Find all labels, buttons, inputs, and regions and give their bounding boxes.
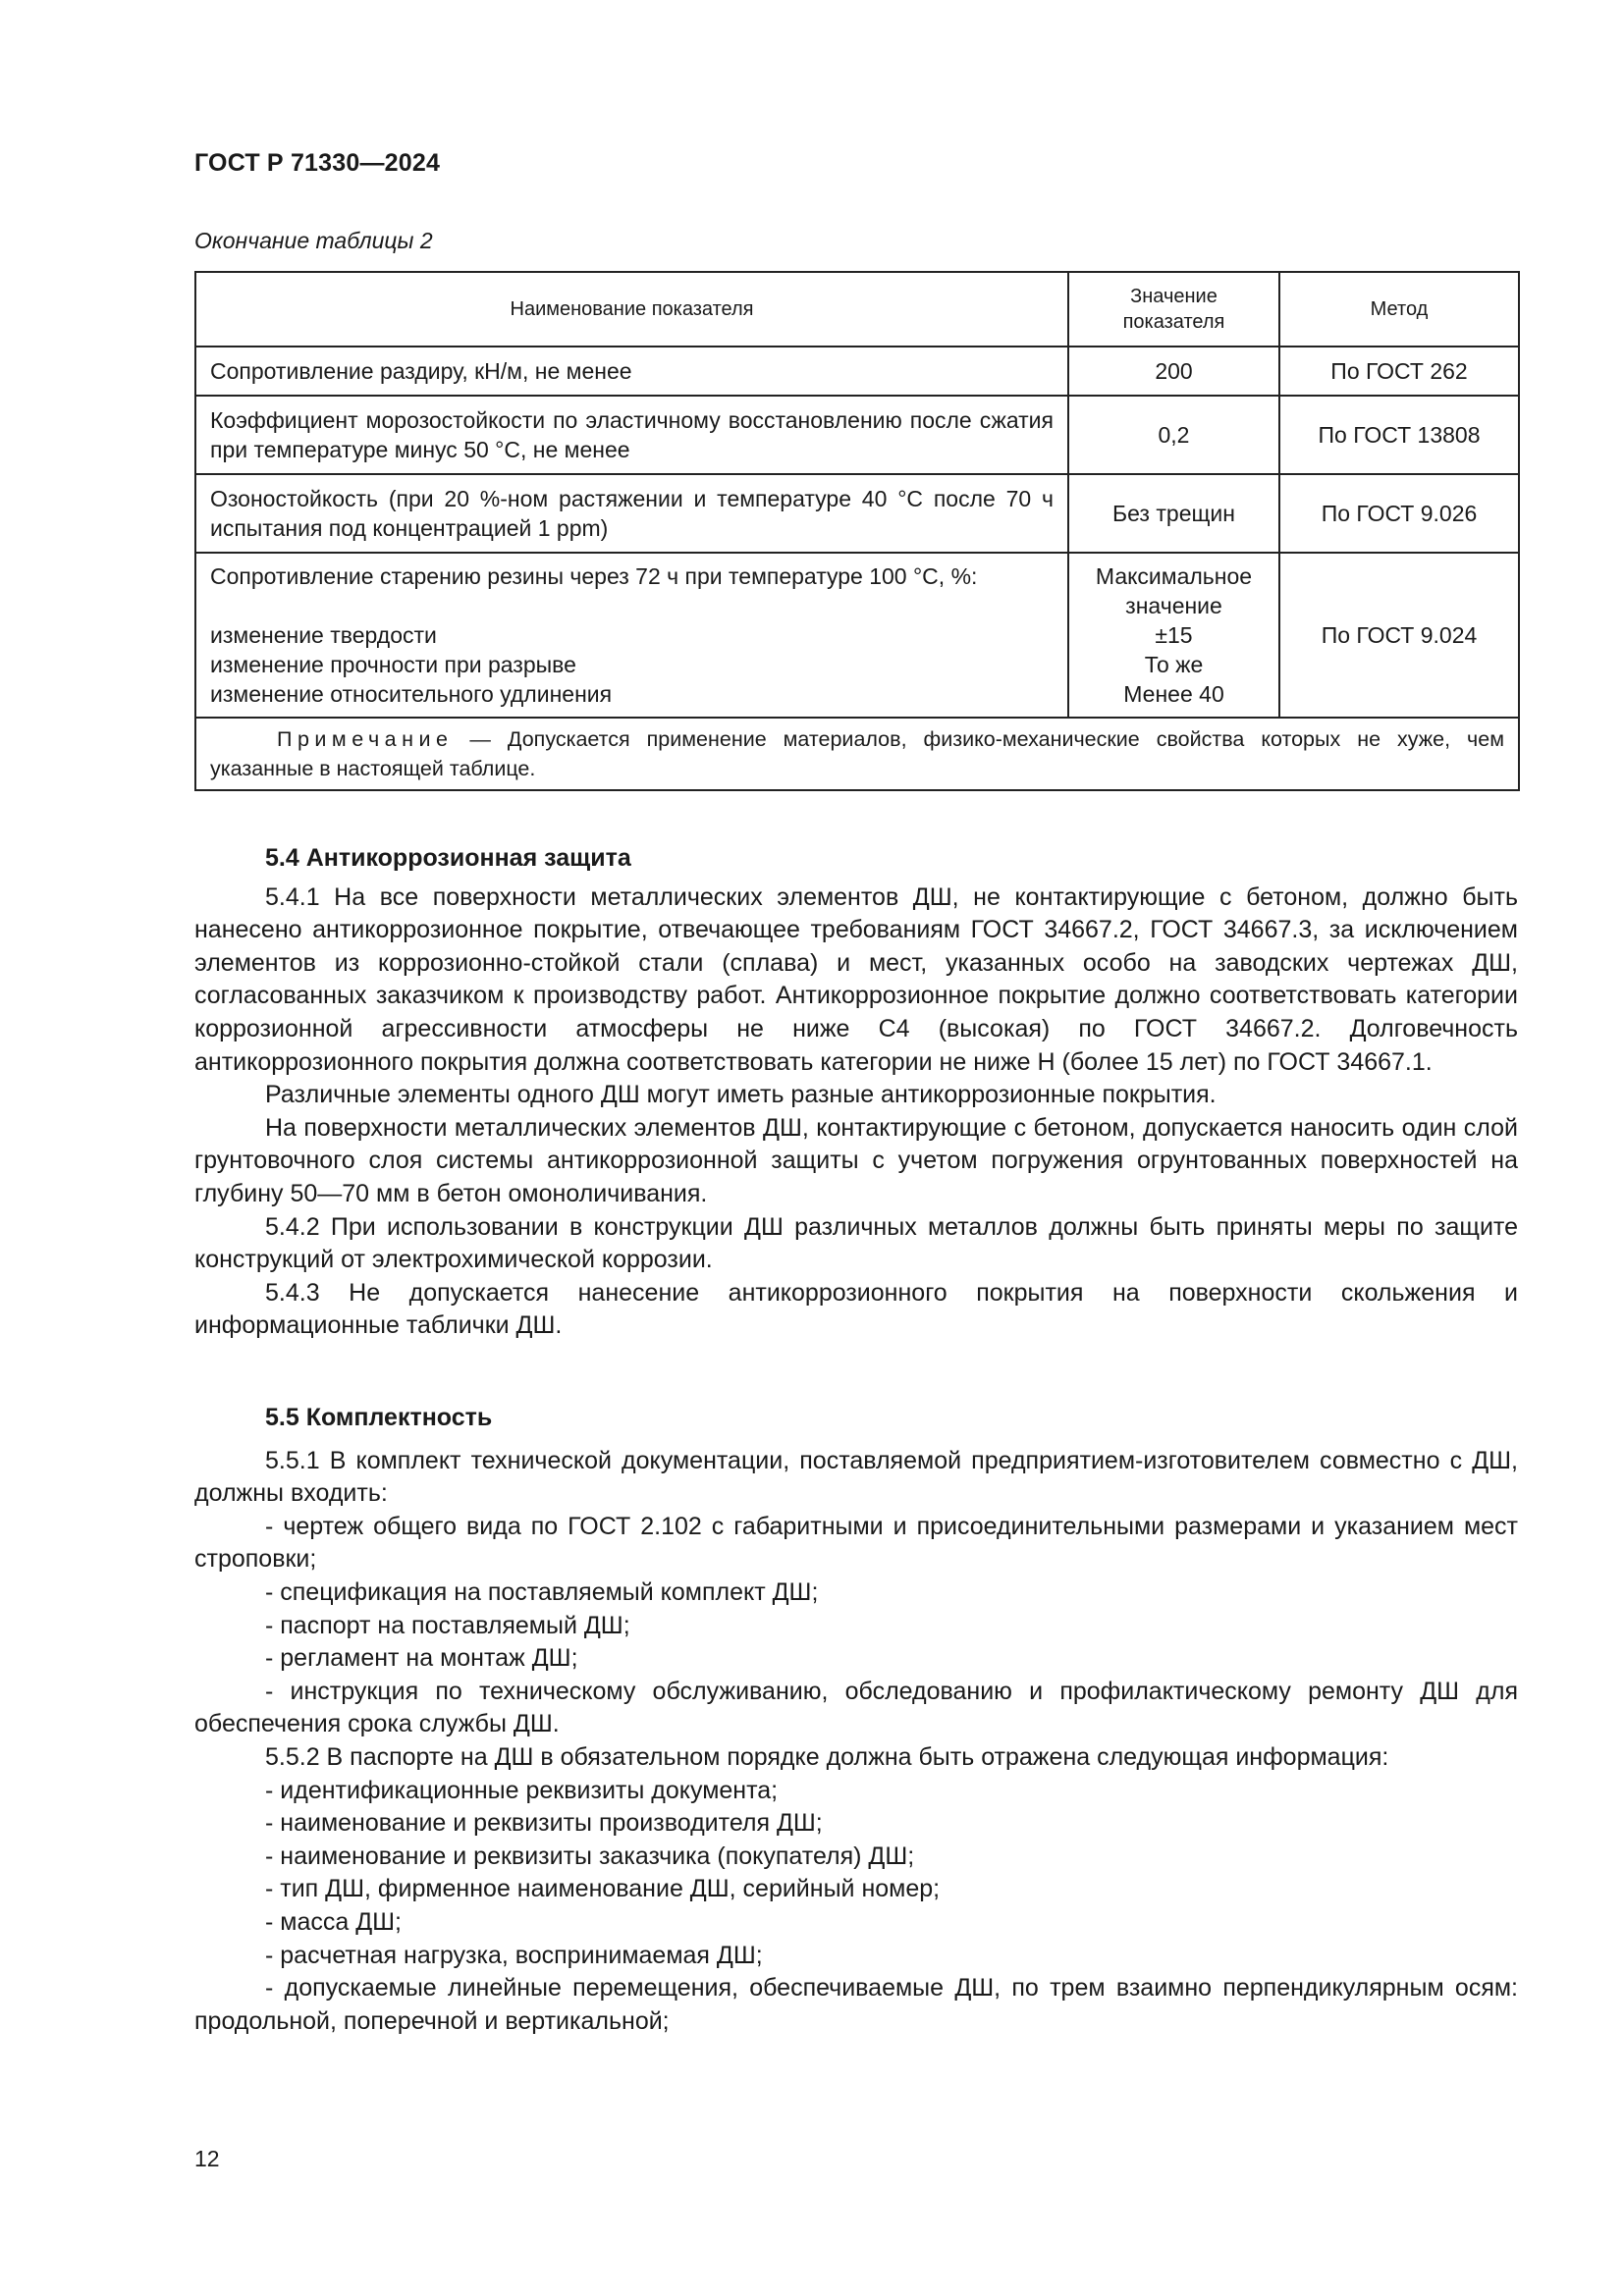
row-value: Без трещин <box>1068 474 1279 553</box>
table-note <box>195 718 1519 790</box>
column-header-value: Значение показателя <box>1068 272 1279 347</box>
table-row <box>195 474 1519 553</box>
paragraph: 5.4.2 При использовании в конструкции ДШ различных металлов должны быть приняты меры по защите конструкций от электрохимической коррозии. <box>194 1212 1518 1274</box>
row-method: По ГОСТ 13808 <box>1279 396 1519 474</box>
aging-value: ±15 <box>1155 622 1193 648</box>
list-item: - допускаемые линейные перемещения, обеспечиваемые ДШ, по трем взаимно перпендикулярным осям: продольной, поперечной и вертикальной; <box>194 1974 1518 2035</box>
row-name: Озоностойкость (при 20 %-ном растяжении и температуре 40 °С после 70 ч испытания под концентрацией 1 ppm) <box>195 474 1068 553</box>
aging-sub-item: изменение относительного удлинения <box>210 681 613 707</box>
paragraph: 5.4.1 На все поверхности металлических элементов ДШ, не контактирующие с бетоном, должно быть нанесено антикоррозионное покрытие, отвечающее требованиям ГОСТ 34667.2, ГОСТ 34667.3, за исключением элементов из коррозионно-стойкой стали (сплава) и мест, указанных особо на заводских чертежах ДШ, согласованных заказчиком к производству работ. Антикоррозионное покрытие должно соответствовать категории коррозионной агрессивности атмосферы не ниже С4 (высокая) по ГОСТ 34667.2. Долговечность антикоррозионного покрытия должна соответствовать категории не ниже Н (более 15 лет) по ГОСТ 34667.1. <box>194 882 1518 1076</box>
section-title: 5.5 Комплектность <box>265 1404 493 1431</box>
table-caption: Окончание таблицы 2 <box>194 228 433 253</box>
list-item: - наименование и реквизиты заказчика (покупателя) ДШ; <box>265 1842 915 1870</box>
aging-value: То же <box>1144 652 1204 677</box>
aging-value-cell <box>1068 553 1279 718</box>
section-title: 5.4 Антикоррозионная защита <box>265 844 631 872</box>
column-header-method: Метод <box>1279 272 1519 347</box>
row-name: Сопротивление раздиру, кН/м, не менее <box>195 347 1068 396</box>
list-item: - чертеж общего вида по ГОСТ 2.102 с габаритными и присоединительными размерами и указанием мест строповки; <box>194 1512 1518 1574</box>
paragraph: Различные элементы одного ДШ могут иметь разные антикоррозионные покрытия. <box>265 1081 1217 1109</box>
table-header-row <box>195 272 1519 347</box>
section-5-4 <box>194 842 1518 1343</box>
aging-name-cell <box>195 553 1068 718</box>
aging-sub-item: изменение твердости <box>210 622 437 648</box>
row-name: Коэффициент морозостойкости по эластичному восстановлению после сжатия при температуре минус 50 °С, не менее <box>195 396 1068 474</box>
list-item: - регламент на монтаж ДШ; <box>265 1644 578 1673</box>
aging-title: Сопротивление старению резины через 72 ч при температуре 100 °С, %: <box>210 563 978 589</box>
table-row <box>195 396 1519 474</box>
paragraph: 5.5.1 В комплект технической документации, поставляемой предприятием-изготовителем совместно с ДШ, должны входить: <box>194 1446 1518 1508</box>
row-value: 0,2 <box>1068 396 1279 474</box>
aging-sub-item: изменение прочности при разрыве <box>210 652 576 677</box>
row-value: 200 <box>1068 347 1279 396</box>
list-item: - идентификационные реквизиты документа; <box>265 1776 779 1804</box>
list-item: - тип ДШ, фирменное наименование ДШ, серийный номер; <box>265 1875 941 1903</box>
note-label: Примечание <box>277 727 454 751</box>
row-method: По ГОСТ 9.026 <box>1279 474 1519 553</box>
paragraph: На поверхности металлических элементов ДШ, контактирующие с бетоном, допускается наносить один слой грунтовочного слоя системы антикоррозионной защиты с учетом погружения огрунтованных поверхностей на глубину 50—70 мм в бетон омоноличивания. <box>194 1113 1518 1207</box>
list-item: - наименование и реквизиты производителя ДШ; <box>265 1809 823 1838</box>
list-item: - спецификация на поставляемый комплект ДШ; <box>265 1577 819 1606</box>
aging-value: Менее 40 <box>1123 681 1224 707</box>
list-item: - паспорт на поставляемый ДШ; <box>265 1611 630 1639</box>
aging-value: значение <box>1125 593 1222 618</box>
page-number: 12 <box>194 2146 220 2171</box>
list-item: - расчетная нагрузка, воспринимаемая ДШ; <box>265 1941 763 1969</box>
table-note-row <box>195 718 1519 790</box>
column-header-name: Наименование показателя <box>195 272 1068 347</box>
properties-table <box>194 271 1520 791</box>
paragraph: 5.4.3 Не допускается нанесение антикоррозионного покрытия на поверхности скольжения и информационные таблички ДШ. <box>194 1278 1518 1340</box>
paragraph: 5.5.2 В паспорте на ДШ в обязательном порядке должна быть отражена следующая информация: <box>265 1742 1389 1771</box>
table-row <box>195 347 1519 396</box>
table-row-aging <box>195 553 1519 718</box>
aging-value: Максимальное <box>1095 563 1253 589</box>
document-header: ГОСТ Р 71330—2024 <box>194 149 441 177</box>
aging-method: По ГОСТ 9.024 <box>1279 553 1519 718</box>
section-5-5 <box>194 1402 1518 2038</box>
row-method: По ГОСТ 262 <box>1279 347 1519 396</box>
list-item: - инструкция по техническому обслуживанию, обследованию и профилактическому ремонту ДШ для обеспечения срока службы ДШ. <box>194 1677 1518 1738</box>
list-item: - масса ДШ; <box>265 1907 403 1936</box>
note-text: — Допускается применение материалов, физико-механические свойства которых не хуже, чем указанные в настоящей таблице. <box>210 727 1504 780</box>
